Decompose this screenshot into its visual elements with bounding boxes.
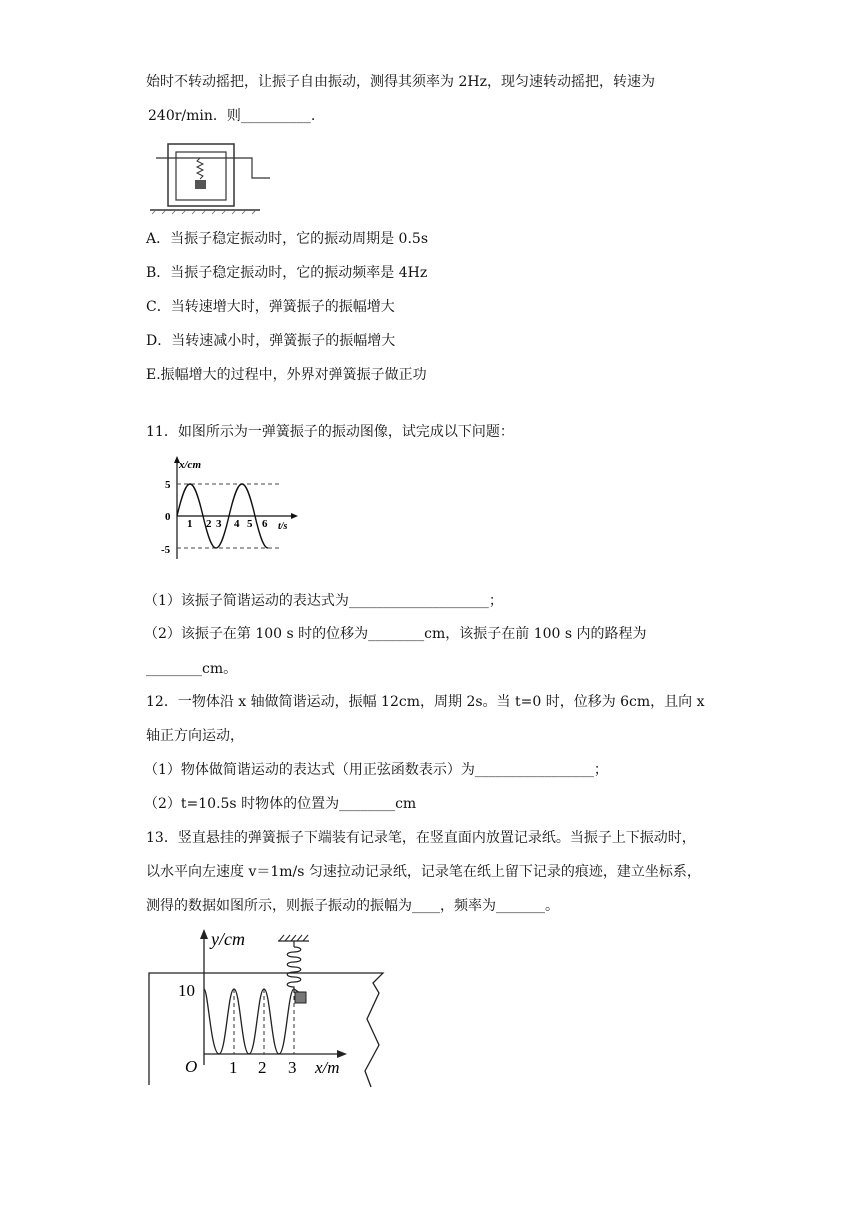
q10-intro-line1: 始时不转动摇把，让振子自由振动，测得其须率为 2Hz，现匀速转动摇把，转速为: [146, 74, 655, 90]
q11-x-tick-4: 4: [234, 518, 240, 530]
q11-x-tick-3: 3: [216, 518, 222, 530]
q12-stem-line2: 轴正方向运动，: [146, 728, 244, 744]
q11-part2-line1: （2）该振子在第 100 s 时的位移为________cm，该振子在前 100 s 内的路程为: [144, 626, 647, 642]
q11-y-neg-tick: -5: [161, 544, 171, 556]
q13-xlabel: x/m: [315, 1058, 340, 1077]
q11-ylabel: x/cm: [179, 459, 201, 471]
q10-option-b: B．当振子稳定振动时，它的振动频率是 4Hz: [146, 265, 428, 281]
q13-stem-line3: 测得的数据如图所示，则振子振动的振幅为____，频率为_______。: [146, 898, 559, 914]
q11-xlabel: t/s: [278, 521, 288, 532]
q11-part2-line2: ________cm。: [146, 661, 238, 677]
q13-ylabel: y/cm: [211, 929, 245, 949]
q11-x-tick-6: 6: [262, 518, 268, 530]
q10-apparatus-figure: [148, 140, 274, 216]
q11-part1: （1）该振子简谐运动的表达式为____________________；: [144, 593, 503, 609]
q12-part1: （1）物体做简谐运动的表达式（用正弦函数表示）为_________________；: [144, 762, 608, 778]
q10-option-a: A．当振子稳定振动时，它的振动周期是 0.5s: [146, 231, 429, 247]
q11-stem: 11．如图所示为一弹簧振子的振动图像，试完成以下问题：: [146, 424, 514, 440]
q11-vibration-graph: [155, 455, 300, 563]
q13-stem-line2: 以水平向左速度 v＝1m/s 匀速拉动记录纸，记录笔在纸上留下记录的痕迹，建立坐标系，: [146, 864, 701, 880]
q13-x-tick-2: 2: [258, 1058, 267, 1077]
q11-y-pos-tick: 5: [165, 479, 171, 491]
q10-option-c: C．当转速增大时，弹簧振子的振幅增大: [146, 299, 395, 315]
q13-y-tick: 10: [178, 981, 195, 1000]
q12-stem-line1: 12．一物体沿 x 轴做简谐运动，振幅 12cm，周期 2s。当 t=0 时，位移为 6cm，且向 x: [146, 694, 705, 710]
q13-origin: O: [185, 1057, 198, 1076]
q11-x-tick-5: 5: [247, 518, 253, 530]
q13-stem-line1: 13．竖直悬挂的弹簧振子下端装有记录笔，在竖直面内放置记录纸。当振子上下振动时，: [146, 830, 696, 846]
q10-option-d: D．当转速减小时，弹簧振子的振幅增大: [146, 333, 396, 349]
q11-x-tick-1: 1: [187, 518, 193, 530]
q13-x-tick-3: 3: [288, 1058, 297, 1077]
q10-intro-line2: 240r/min．则__________.: [148, 108, 316, 124]
q10-option-e: E.振幅增大的过程中，外界对弹簧振子做正功: [146, 367, 427, 383]
q13-x-tick-1: 1: [229, 1058, 238, 1077]
q13-recording-figure: [145, 925, 395, 1090]
q12-part2: （2）t=10.5s 时物体的位置为________cm: [144, 796, 417, 812]
q11-x-tick-2: 2: [206, 518, 212, 530]
q11-origin: 0: [165, 511, 171, 523]
